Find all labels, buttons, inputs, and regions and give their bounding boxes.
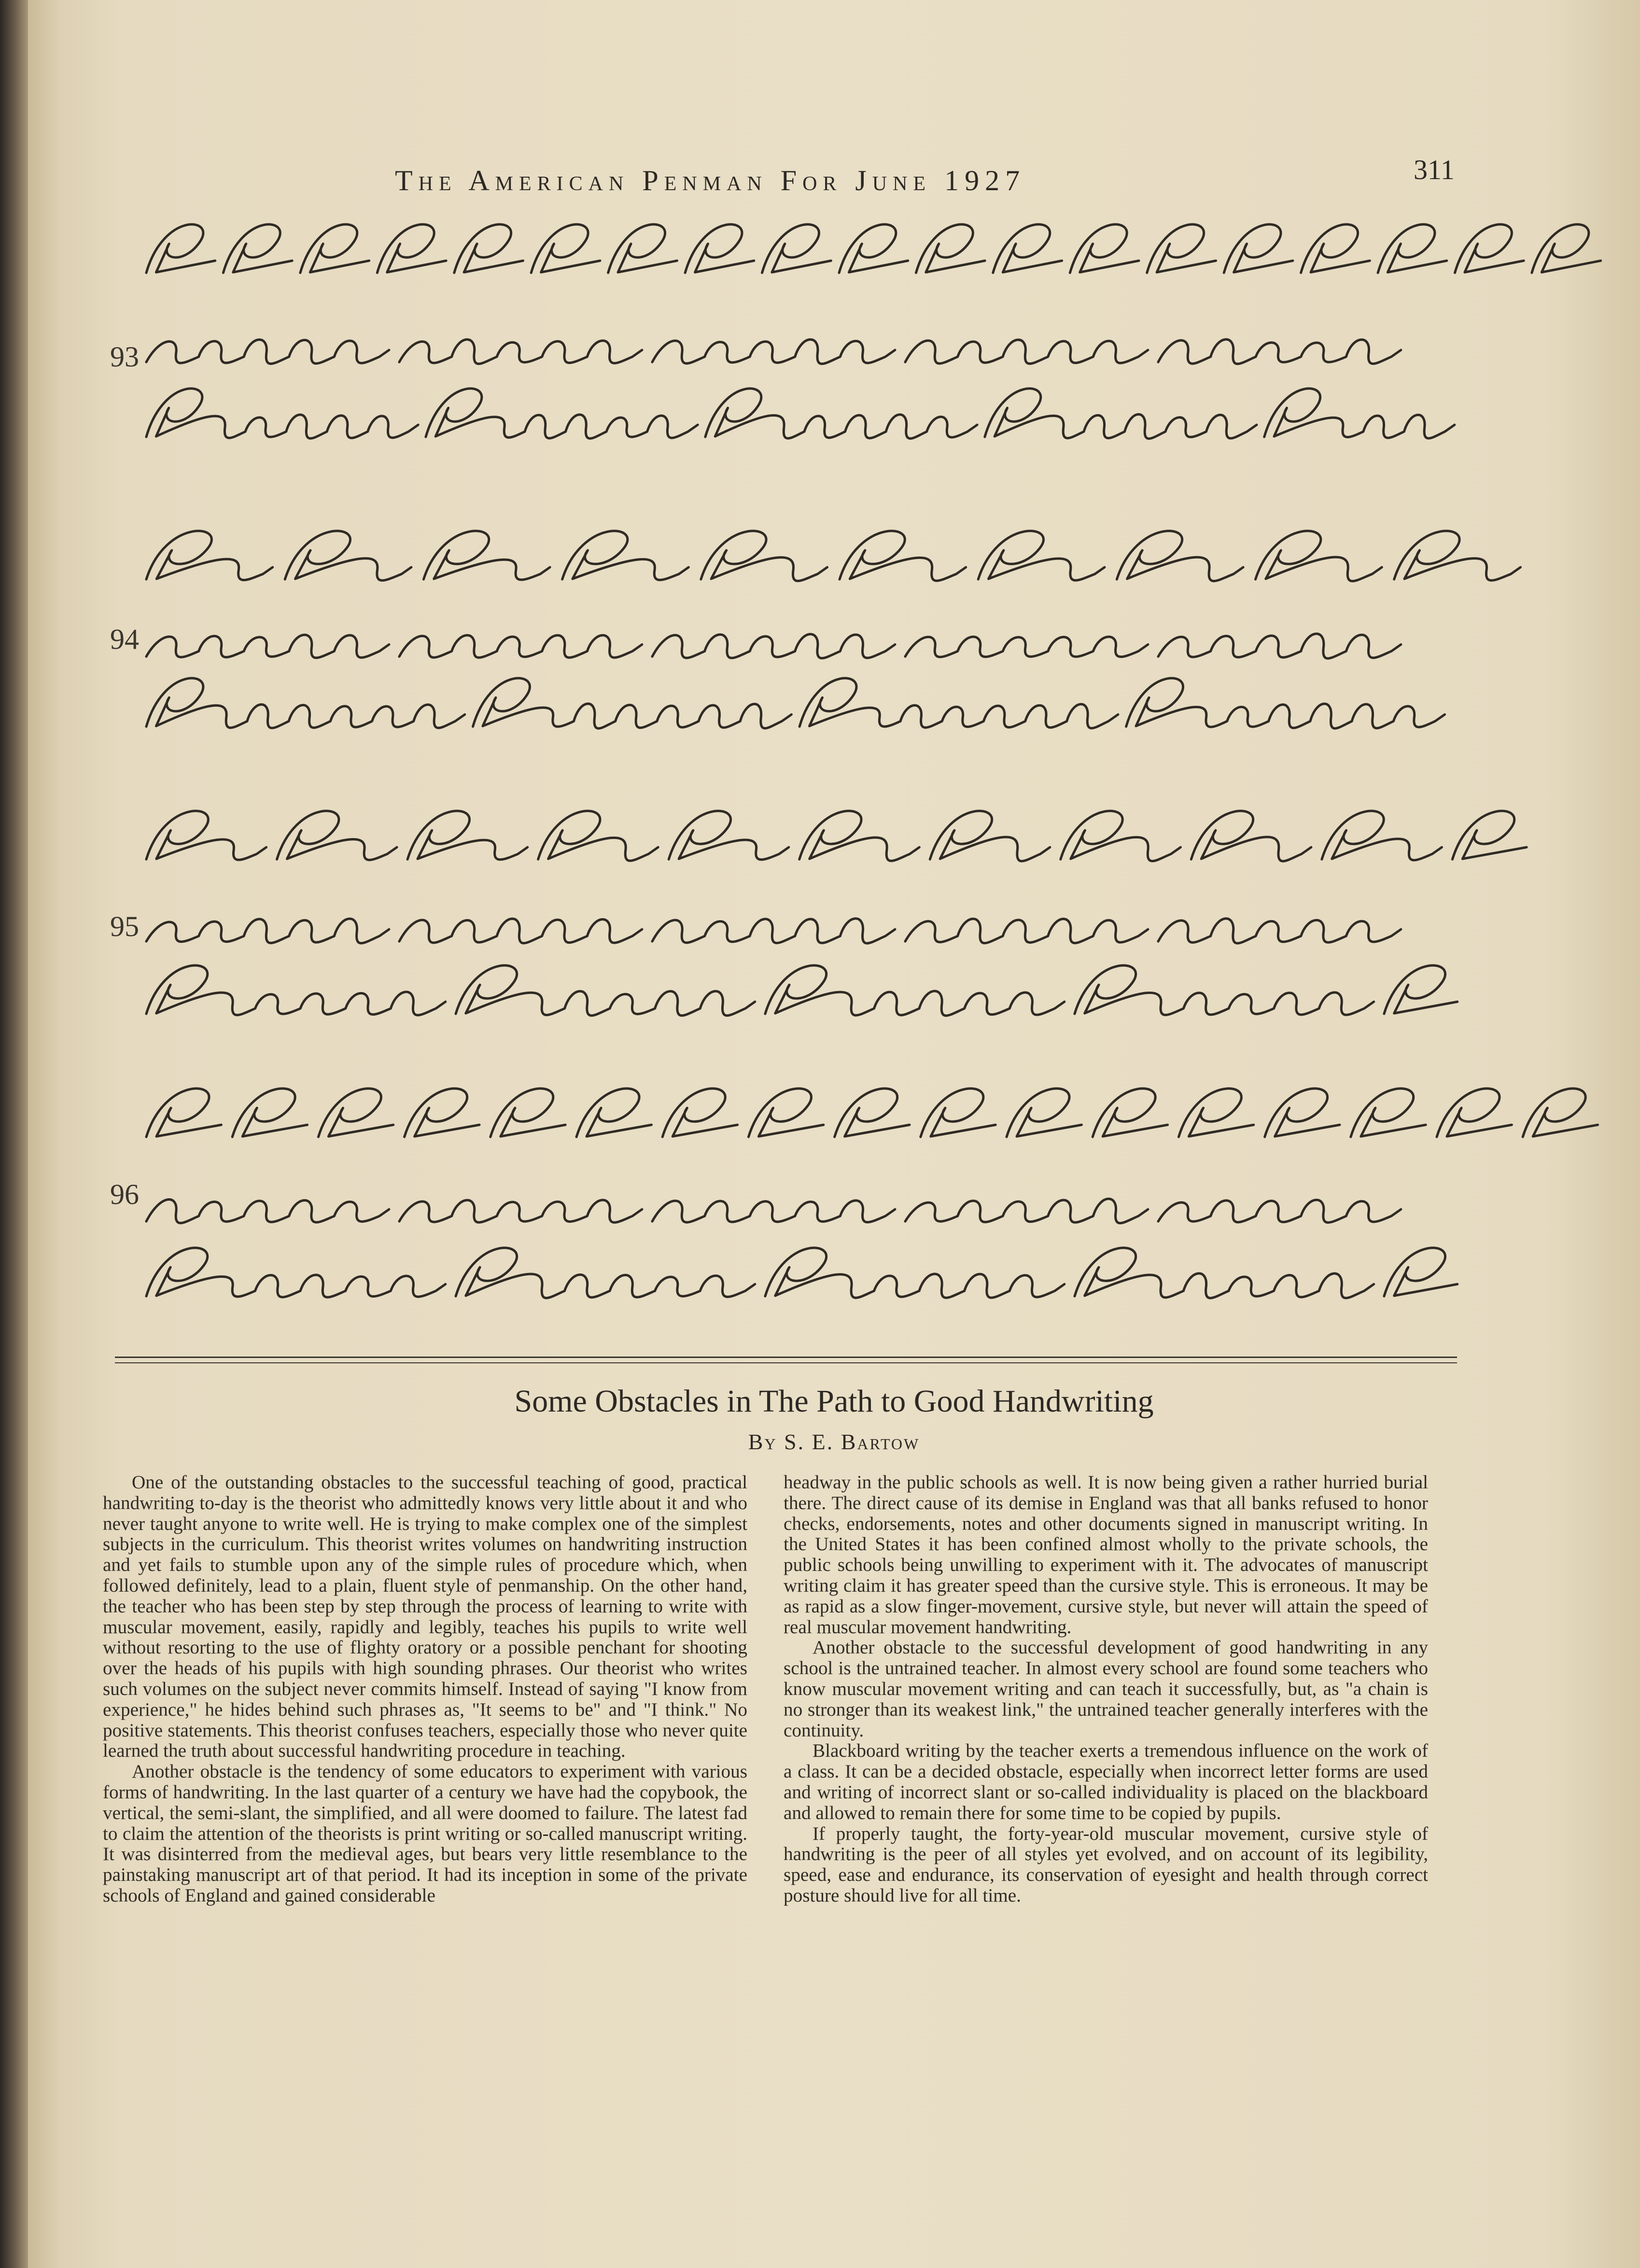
script-word [426, 389, 698, 438]
script-word [685, 224, 754, 273]
script-word [146, 966, 446, 1015]
magazine-page [28, 0, 1640, 2268]
script-word [905, 1199, 1148, 1223]
script-word [1075, 1248, 1374, 1298]
paragraph: Another obstacle to the successful development of good handwriting in any school is the untrained teacher. In almost every school are found some teachers who know muscular movement writing and can teach it successfully, but, as "a chain is no stronger than its weakest link," the untrained teacher generally interferes with the continuity. [784, 1637, 1428, 1741]
script-word [407, 811, 528, 860]
script-word [146, 531, 273, 580]
script-word [1523, 1089, 1598, 1137]
script-word [423, 531, 550, 580]
script-word [652, 919, 895, 943]
script-word [399, 1200, 642, 1222]
script-word [318, 1089, 393, 1137]
script-word [1075, 966, 1374, 1015]
script-word [576, 1089, 651, 1137]
script-word [146, 224, 215, 273]
page-number: 311 [1414, 154, 1455, 185]
script-word [1158, 1200, 1401, 1223]
running-head: The American Penman For June 1927 [395, 165, 1026, 196]
script-word [1061, 811, 1181, 861]
script-word [146, 340, 389, 364]
script-word [669, 811, 789, 860]
script-word [748, 1089, 823, 1137]
script-word [1265, 1089, 1340, 1137]
script-word [905, 340, 1148, 364]
script-word [705, 389, 977, 439]
script-word [652, 634, 895, 658]
script-word [146, 1089, 221, 1137]
script-word [146, 1200, 389, 1223]
script-word [701, 531, 827, 581]
script-word [993, 224, 1062, 273]
script-word [454, 224, 523, 273]
script-word [1384, 966, 1458, 1014]
script-word [916, 224, 985, 273]
script-word [839, 224, 908, 273]
paragraph: Blackboard writing by the teacher exerts a tremendous influence on the work of a class. It can be a decided obstacle, especially when incorrect letter forms are used and writing of incorrect slant or so-called individuality is placed on the blackboard and allowed to remain there for some time to be copied by pupils. [784, 1740, 1428, 1823]
script-word [1264, 389, 1455, 438]
article-column-left [103, 1472, 747, 1906]
script-word [538, 811, 659, 861]
script-word [456, 966, 755, 1016]
drill-number: 96 [110, 1178, 139, 1210]
script-word [1452, 811, 1527, 859]
script-word [905, 637, 1148, 657]
script-word [985, 389, 1257, 439]
divider-rule [115, 1362, 1457, 1363]
paragraph: If properly taught, the forty-year-old muscular movement, cursive style of handwriting is the peer of all styles yet evolved, and on account of its legibility, speed, ease and endurance, its conservation of eyesight and health through correct posture should live for all time. [784, 1823, 1428, 1906]
paragraph: headway in the public schools as well. It is now being given a rather hurried burial there. The direct cause of its demise in England was that all banks refused to honor checks, endorsements, notes and other documents signed in manuscript writing. In the United States it has been confined almost wholly to the private schools, the public schools being unwilling to experiment with it. The advocates of manuscript writing claim it has greater speed than the cursive style. This is erroneous. It may be as rapid as a slow finger-movement, cursive style, but never will attain the speed of real muscular movement handwriting. [784, 1472, 1428, 1638]
script-word [285, 531, 411, 581]
script-word [978, 531, 1105, 580]
script-word [300, 224, 369, 273]
script-word [1532, 224, 1601, 273]
script-word [1178, 1089, 1253, 1137]
article-title: Some Obstacles in The Path to Good Handwriting [514, 1384, 1154, 1419]
script-word [1147, 224, 1216, 273]
script-word [652, 1201, 895, 1222]
script-word [146, 919, 389, 943]
script-word [799, 678, 1118, 728]
script-word [608, 224, 677, 273]
drill-number: 93 [110, 341, 139, 373]
script-word [930, 811, 1050, 861]
divider-rule [115, 1357, 1457, 1358]
script-word [223, 224, 292, 273]
book-spine [0, 0, 28, 2268]
script-word [1224, 224, 1293, 273]
script-word [232, 1089, 307, 1137]
script-word [1301, 224, 1370, 273]
drill-number: 95 [110, 910, 139, 942]
script-word [1158, 339, 1401, 364]
script-word [377, 224, 446, 273]
script-word [1384, 1248, 1458, 1296]
script-word [1117, 531, 1243, 581]
script-word [1455, 224, 1524, 273]
script-word [399, 635, 642, 658]
script-word [1378, 224, 1447, 273]
script-word [277, 811, 397, 860]
script-word [921, 1089, 995, 1137]
script-word [1437, 1089, 1512, 1137]
script-word [531, 224, 600, 273]
penmanship-drills [28, 0, 1640, 1352]
script-word [456, 1248, 755, 1298]
script-word [1191, 811, 1311, 861]
script-word [399, 919, 642, 943]
script-word [1322, 811, 1442, 860]
script-word [662, 1089, 737, 1137]
script-word [765, 1248, 1065, 1298]
script-word [905, 919, 1148, 943]
script-word [146, 811, 266, 860]
paragraph: One of the outstanding obstacles to the successful teaching of good, practical handwriting to-day is the theorist who admittedly knows very little about it and who never taught anyone to write well. He is trying to make complex one of the simplest subjects in the curriculum. This theorist writes volumes on handwriting instruction and yet fails to stumble upon any of the simple rules of procedure which, when followed definitely, lead to a plain, fluent style of penmanship. On the other hand, the teacher who has been step by step through the process of learning to write with muscular movement, easily, rapidly and legibly, teaches his pupils to write well without resorting to the use of flighty oratory or a possible penchant for shooting over the heads of his pupils with high sounding phrases. Our theorist who writes such volumes on the subject never commits himself. Instead of saying "I know from experience," he hides behind such phrases as, "It seems to be" and "I think." No positive statements. This theorist confuses teachers, especially those who never quite learned the truth about successful handwriting procedure in teaching. [103, 1472, 747, 1762]
script-word [1158, 919, 1401, 943]
script-word [1394, 531, 1521, 581]
article-byline: By S. E. Bartow [748, 1429, 920, 1454]
script-word [473, 678, 792, 728]
script-word [1126, 678, 1445, 728]
script-word [1158, 634, 1401, 658]
script-word [835, 1089, 910, 1137]
script-word [146, 1248, 446, 1297]
article-column-right [784, 1472, 1428, 1906]
drill-number: 94 [110, 623, 139, 655]
script-word [491, 1089, 565, 1137]
script-word [1070, 224, 1139, 273]
script-word [562, 531, 689, 580]
script-word [146, 678, 465, 728]
script-word [762, 224, 831, 273]
script-word [146, 635, 389, 658]
script-word [1351, 1089, 1426, 1137]
paragraph: Another obstacle is the tendency of some educators to experiment with various forms of handwriting. In the last quarter of a century we have had the copybook, the vertical, the semi-slant, the simplified, and all were doomed to failure. The latest fad to claim the attention of the theorists is print writing or so-called manuscript writing. It was disinterred from the medieval ages, but bears very little resemblance to the painstaking manuscript art of that period. It had its inception in some of the private schools of England and gained considerable [103, 1761, 747, 1906]
script-word [146, 389, 418, 438]
script-word [652, 339, 895, 364]
script-word [799, 811, 920, 861]
script-word [405, 1089, 479, 1137]
script-word [1256, 531, 1382, 581]
script-word [1093, 1089, 1167, 1137]
script-word [1007, 1089, 1081, 1137]
script-word [840, 531, 966, 581]
script-word [765, 966, 1065, 1016]
script-word [399, 339, 642, 364]
